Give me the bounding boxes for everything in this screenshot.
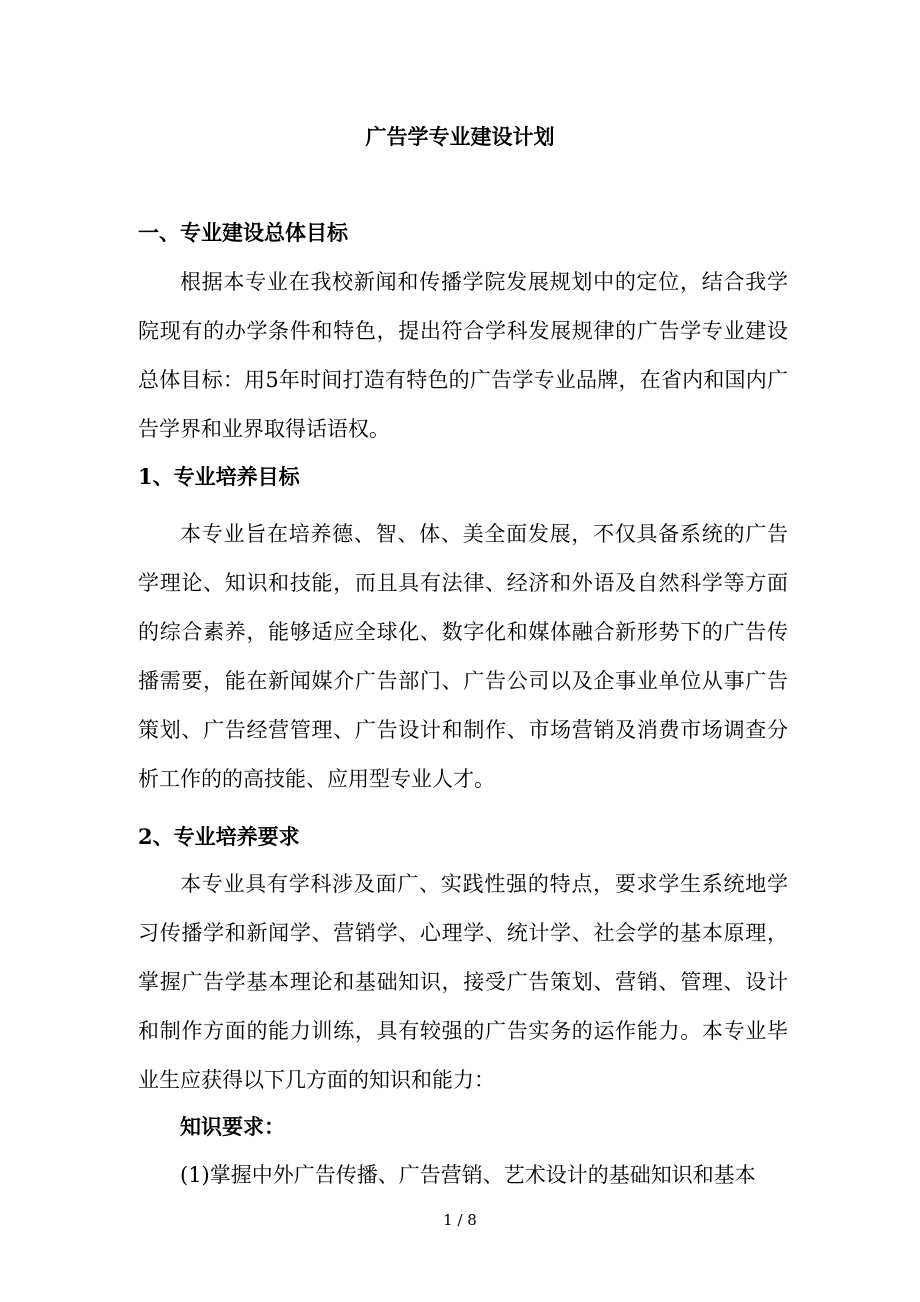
subsection-heading-training-goal: 1、专业培养目标 [138, 464, 300, 489]
page-indicator: 1 / 8 [443, 1211, 477, 1229]
paragraph-overall-goal: 根据本专业在我校新闻和传播学院发展规划中的定位，结合我学院现有的办学条件和特色，提出符合学科发展规律的广告学专业建设总体目标：用5年时间打造有特色的广告学专业品牌，在省内和国内广告学界和业界取得话语权。 [138, 270, 788, 441]
paragraph-training-requirements: 本专业具有学科涉及面广、实践性强的特点，要求学生系统地学习传播学和新闻学、营销学、心理学、统计学、社会学的基本原理，掌握广告学基本理论和基础知识，接受广告策划、营销、管理、设计和制作方面的能力训练，具有较强的广告实务的运作能力。本专业毕业生应获得以下几方面的知识和能力： [138, 872, 788, 1092]
subsection-heading-training-requirements: 2、专业培养要求 [138, 824, 300, 849]
knowledge-requirements-heading: 知识要求： [180, 1114, 285, 1139]
knowledge-item-1: (1)掌握中外广告传播、广告营销、艺术设计的基础知识和基本 [180, 1163, 756, 1187]
section-heading-overall-goal: 一、专业建设总体目标 [138, 220, 348, 245]
paragraph-training-goal: 本专业旨在培养德、智、体、美全面发展，不仅具备系统的广告学理论、知识和技能，而且具有法律、经济和外语及自然科学等方面的综合素养，能够适应全球化、数字化和媒体融合新形势下的广告传播需要，能在新闻媒介广告部门、广告公司以及企事业单位从事广告策划、广告经营管理、广告设计和制作、市场营销及消费市场调查分析工作的的高技能、应用型专业人才。 [138, 522, 788, 791]
document-title: 广告学专业建设计划 [365, 124, 555, 149]
